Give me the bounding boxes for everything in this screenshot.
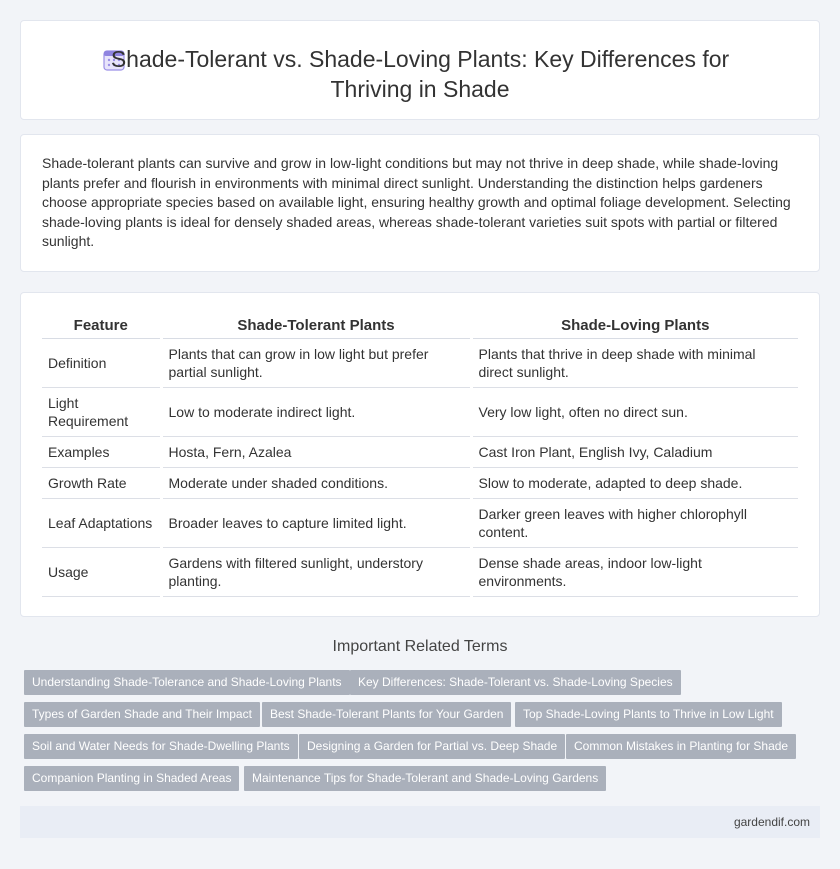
table-cell: Definition bbox=[42, 338, 161, 387]
column-header: Shade-Tolerant Plants bbox=[161, 316, 471, 338]
page-title: Shade-Tolerant vs. Shade-Loving Plants: Key Differences for Thriving in Shade bbox=[110, 46, 730, 102]
table-cell: Very low light, often no direct sun. bbox=[471, 387, 798, 436]
related-tag[interactable]: Best Shade-Tolerant Plants for Your Garden bbox=[262, 702, 511, 727]
related-tag[interactable]: Common Mistakes in Planting for Shade bbox=[566, 734, 796, 759]
related-tag[interactable]: Top Shade-Loving Plants to Thrive in Low Light bbox=[515, 702, 782, 727]
header-card bbox=[20, 20, 820, 120]
table-cell: Cast Iron Plant, English Ivy, Caladium bbox=[471, 436, 798, 467]
related-tag[interactable]: Key Differences: Shade-Tolerant vs. Shade-Loving Species bbox=[350, 670, 681, 695]
table-cell: Low to moderate indirect light. bbox=[161, 387, 471, 436]
table-cell: Plants that thrive in deep shade with minimal direct sunlight. bbox=[471, 338, 798, 387]
table-cell: Darker green leaves with higher chlorophyll content. bbox=[471, 498, 798, 547]
footer bbox=[20, 806, 820, 838]
footer-site[interactable]: gardendif.com bbox=[733, 815, 810, 829]
related-tag[interactable]: Maintenance Tips for Shade-Tolerant and Shade-Loving Gardens bbox=[244, 766, 606, 791]
table-row bbox=[42, 467, 798, 498]
table-cell: Light Requirement bbox=[42, 387, 161, 436]
related-tag[interactable]: Soil and Water Needs for Shade-Dwelling Plants bbox=[24, 734, 298, 759]
column-header: Feature bbox=[42, 316, 161, 338]
table-cell: Moderate under shaded conditions. bbox=[161, 467, 471, 498]
related-tag[interactable]: Companion Planting in Shaded Areas bbox=[24, 766, 239, 791]
table-cell: Dense shade areas, indoor low-light environments. bbox=[471, 547, 798, 596]
table-cell: Plants that can grow in low light but prefer partial sunlight. bbox=[161, 338, 471, 387]
table-row bbox=[42, 387, 798, 436]
related-terms-title: Important Related Terms bbox=[332, 638, 508, 655]
related-tag[interactable]: Designing a Garden for Partial vs. Deep Shade bbox=[299, 734, 565, 759]
table-header-row bbox=[42, 316, 798, 338]
related-tag[interactable]: Understanding Shade-Tolerance and Shade-Loving Plants bbox=[24, 670, 350, 695]
comparison-table bbox=[42, 316, 798, 597]
column-header: Shade-Loving Plants bbox=[471, 316, 798, 338]
table-row bbox=[42, 436, 798, 467]
comparison-table-card bbox=[20, 292, 820, 617]
table-cell: Gardens with filtered sunlight, understory planting. bbox=[161, 547, 471, 596]
intro-text: Shade-tolerant plants can survive and grow in low-light conditions but may not thrive in deep shade, while shade-loving plants prefer and flourish in environments with minimal direct sunlight. Understanding the distinction helps gardeners choose appropriate species based on available light, ensuring healthy growth and optimal foliage development. Selecting shade-loving plants is ideal for densely shaded areas, whereas shade-tolerant varieties suit spots with partial or filtered sunlight. bbox=[42, 155, 791, 249]
table-cell: Hosta, Fern, Azalea bbox=[161, 436, 471, 467]
table-row bbox=[42, 498, 798, 547]
table-cell: Broader leaves to capture limited light. bbox=[161, 498, 471, 547]
table-row bbox=[42, 547, 798, 596]
intro-card bbox=[20, 134, 820, 272]
table-cell: Slow to moderate, adapted to deep shade. bbox=[471, 467, 798, 498]
table-row bbox=[42, 338, 798, 387]
table-cell: Examples bbox=[42, 436, 161, 467]
table-cell: Usage bbox=[42, 547, 161, 596]
table-cell: Growth Rate bbox=[42, 467, 161, 498]
related-tag[interactable]: Types of Garden Shade and Their Impact bbox=[24, 702, 260, 727]
table-cell: Leaf Adaptations bbox=[42, 498, 161, 547]
